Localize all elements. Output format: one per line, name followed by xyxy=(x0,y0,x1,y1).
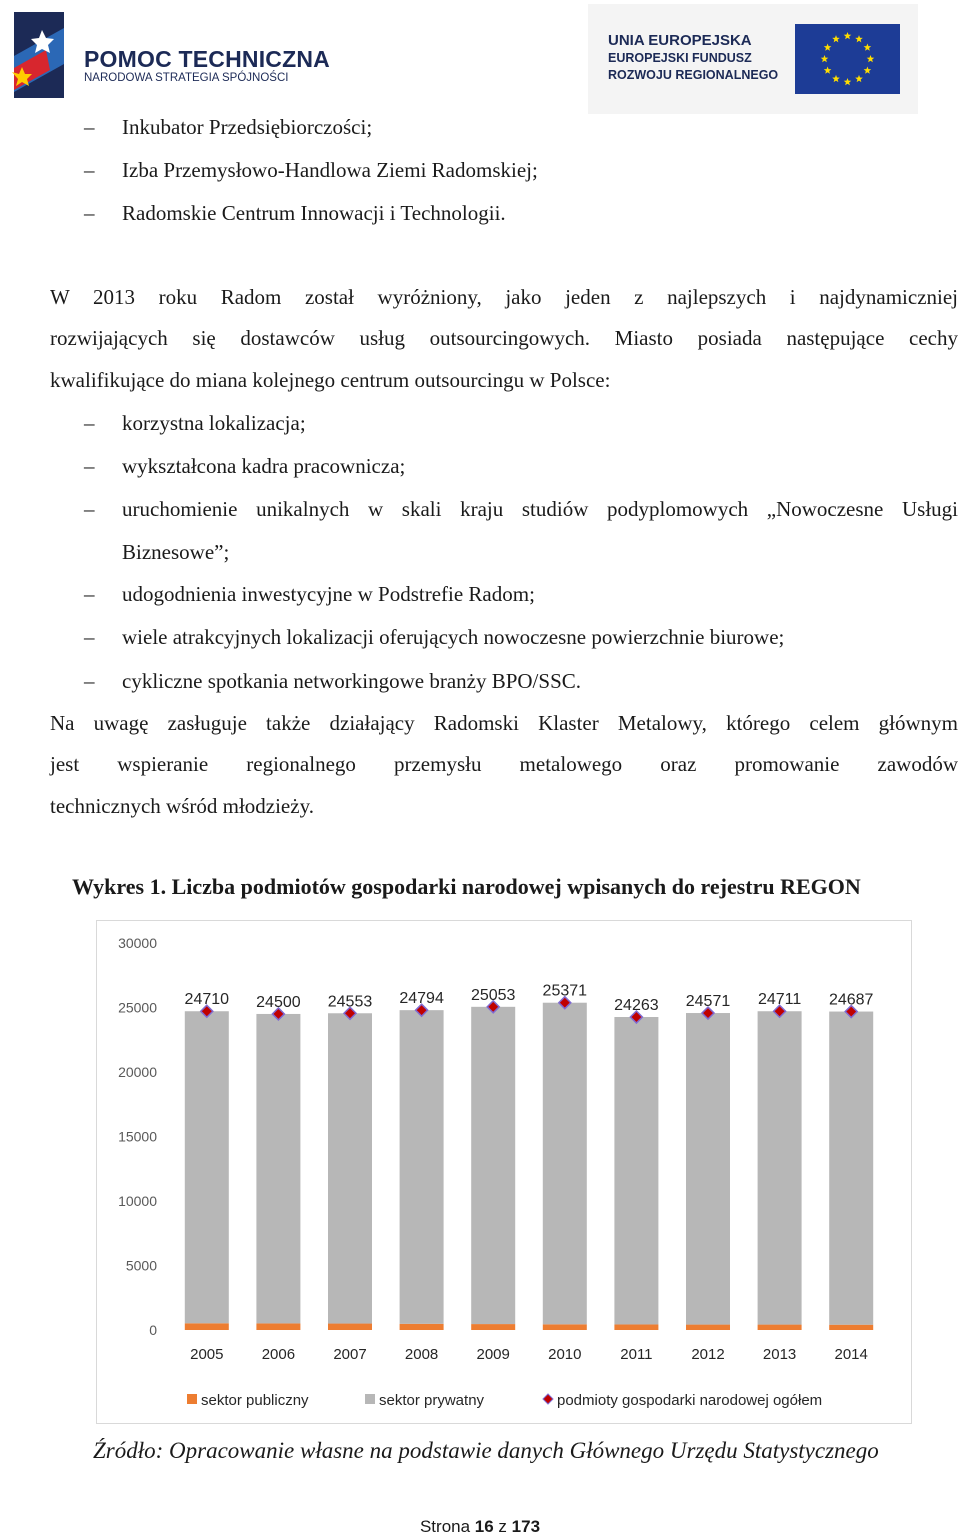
x-tick-label: 2014 xyxy=(834,1346,868,1363)
data-label: 24571 xyxy=(685,993,731,1011)
x-tick-label: 2010 xyxy=(548,1346,582,1363)
eu-star-icon xyxy=(864,67,872,74)
eu-star-icon xyxy=(844,78,852,85)
logo-subtitle: NARODOWA STRATEGIA SPÓJNOŚCI xyxy=(84,72,289,84)
paragraph-line: jest wspieranie regionalnego przemysłu metalowego oraz promowanie zawodów xyxy=(50,752,958,776)
eu-star-icon xyxy=(832,35,840,42)
x-tick-label: 2007 xyxy=(333,1346,367,1363)
paragraph-line: W 2013 roku Radom został wyróżniony, jako jeden z najlepszych i najdynamiczniej xyxy=(50,285,958,309)
paragraph-line: Na uwagę zasługuje także działający Radomski Klaster Metalowy, którego celem głównym xyxy=(50,711,958,735)
data-label: 24794 xyxy=(399,990,444,1008)
bar-sektor-publiczny xyxy=(614,1324,658,1330)
chart-svg xyxy=(97,921,911,1423)
paragraph-line: kwalifikujące do miana kolejnego centrum outsourcingu w Polsce: xyxy=(50,368,611,392)
bar-sektor-prywatny xyxy=(400,1010,444,1324)
legend-swatch xyxy=(365,1394,375,1404)
eu-star-icon xyxy=(855,35,863,42)
eu-logo-line-1: UNIA EUROPEJSKA xyxy=(608,32,752,49)
data-label: 24500 xyxy=(256,993,301,1011)
y-tick-label: 5000 xyxy=(125,1257,157,1274)
x-tick-label: 2013 xyxy=(762,1346,797,1363)
logo-title: POMOC TECHNICZNA xyxy=(84,46,330,72)
list-item-continuation: Biznesowe”; xyxy=(122,540,230,564)
bar-sektor-publiczny xyxy=(256,1323,300,1330)
data-label: 25053 xyxy=(470,986,516,1004)
data-label: 24687 xyxy=(828,991,874,1009)
page-footer: Strona 16 z 173 xyxy=(419,1517,541,1536)
bar-sektor-publiczny xyxy=(829,1325,873,1330)
nss-emblem-icon xyxy=(6,8,81,103)
eu-star-icon xyxy=(867,55,875,62)
bar-sektor-publiczny xyxy=(185,1323,229,1330)
legend-label: sektor publiczny xyxy=(201,1392,309,1409)
bar-sektor-prywatny xyxy=(185,1011,229,1323)
legend-swatch xyxy=(187,1394,197,1404)
eu-star-icon xyxy=(832,75,840,82)
y-tick-label: 15000 xyxy=(118,1128,157,1145)
x-tick-label: 2008 xyxy=(404,1346,439,1363)
bar-sektor-publiczny xyxy=(543,1324,587,1330)
source-note: Źródło: Opracowanie własne na podstawie danych Głównego Urzędu Statystycznego xyxy=(93,1438,879,1463)
y-tick-label: 20000 xyxy=(118,1064,157,1080)
bar-sektor-publiczny xyxy=(400,1324,444,1330)
eu-star-icon xyxy=(824,67,832,74)
page-total: 173 xyxy=(511,1517,541,1536)
chart-caption: Wykres 1. Liczba podmiotów gospodarki narodowej wpisanych do rejestru REGON xyxy=(72,874,861,899)
y-tick-label: 30000 xyxy=(118,935,157,951)
legend-label: sektor prywatny xyxy=(379,1392,485,1409)
eu-logo-line-3: ROZWOJU REGIONALNEGO xyxy=(608,68,779,82)
x-tick-label: 2009 xyxy=(476,1346,510,1363)
legend-swatch xyxy=(543,1394,553,1404)
paragraph-line: rozwijających się dostawców usług outsourcingowych. Miasto posiada następujące cechy xyxy=(50,326,958,350)
chart xyxy=(96,920,912,1424)
eu-flag-icon xyxy=(795,24,900,94)
bar-sektor-prywatny xyxy=(614,1017,658,1324)
bar-sektor-prywatny xyxy=(829,1012,873,1325)
eu-star-icon xyxy=(824,44,832,51)
eu-stars-icon xyxy=(795,24,900,94)
data-label: 25371 xyxy=(542,982,588,1000)
data-label: 24710 xyxy=(184,991,230,1009)
page-number: 16 xyxy=(474,1517,494,1536)
x-tick-label: 2006 xyxy=(261,1346,296,1363)
legend-label: podmioty gospodarki narodowej ogółem xyxy=(557,1392,823,1409)
bar-sektor-prywatny xyxy=(328,1013,372,1323)
bar-sektor-prywatny xyxy=(471,1007,515,1324)
data-label: 24263 xyxy=(614,997,659,1015)
y-tick-label: 25000 xyxy=(118,999,157,1016)
page-header xyxy=(0,0,960,118)
x-tick-label: 2005 xyxy=(190,1346,224,1363)
eu-logo-line-2: EUROPEJSKI FUNDUSZ xyxy=(608,51,752,65)
y-tick-label: 10000 xyxy=(118,1193,157,1209)
bar-sektor-prywatny xyxy=(543,1003,587,1325)
bar-sektor-prywatny xyxy=(758,1011,802,1324)
data-label: 24553 xyxy=(327,993,373,1011)
eu-logo xyxy=(588,4,918,114)
eu-star-icon xyxy=(844,32,852,39)
paragraph-line: technicznych wśród młodzieży. xyxy=(50,794,314,818)
y-tick-label: 0 xyxy=(149,1322,157,1338)
bar-sektor-publiczny xyxy=(471,1324,515,1330)
x-tick-label: 2011 xyxy=(620,1346,653,1363)
bar-sektor-publiczny xyxy=(328,1324,372,1330)
eu-star-icon xyxy=(855,75,863,82)
x-tick-label: 2012 xyxy=(691,1346,725,1363)
bar-sektor-publiczny xyxy=(686,1325,730,1330)
bar-sektor-publiczny xyxy=(758,1325,802,1330)
pomoc-techniczna-logo xyxy=(6,8,330,103)
data-label: 24711 xyxy=(757,991,802,1009)
eu-star-icon xyxy=(821,55,829,62)
bar-sektor-prywatny xyxy=(686,1013,730,1325)
eu-star-icon xyxy=(864,44,872,51)
bar-sektor-prywatny xyxy=(256,1014,300,1323)
